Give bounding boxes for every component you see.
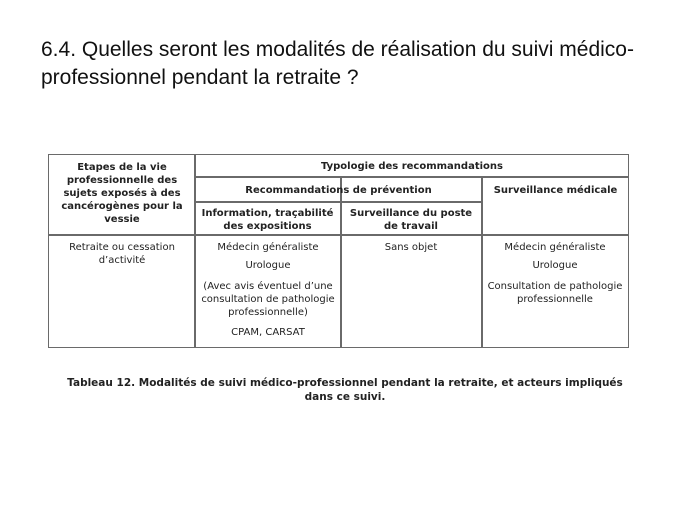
table-divider: [481, 177, 483, 347]
medical-surveillance-cell: [485, 241, 625, 311]
table-divider: [194, 176, 628, 178]
recommendations-table: [48, 154, 629, 348]
typology-header: Typologie des recommandations: [321, 161, 503, 172]
information-header: Information, traçabilité des expositions: [201, 208, 334, 232]
stage-cell: Retraite ou cessation d’activité: [69, 242, 175, 266]
table-divider: [340, 177, 342, 347]
table-divider: [194, 201, 481, 203]
list-item: Urologue: [532, 260, 578, 271]
list-item: Médecin généraliste: [504, 242, 606, 253]
prevention-header: Recommandations de prévention: [245, 185, 432, 196]
table-divider: [49, 234, 628, 236]
medical-surveillance-header: Surveillance médicale: [493, 185, 618, 196]
list-item: Consultation de pathologie professionnelle: [487, 281, 623, 305]
slide-title: 6.4. Quelles seront les modalités de réalisation du suivi médico-professionnel pendant la retraite ?: [41, 38, 634, 89]
table-caption: Tableau 12. Modalités de suivi médico-professionnel pendant la retraite, et acteurs impliqués dans ce suivi.: [67, 377, 623, 403]
workstation-surveillance-header: Surveillance du poste de travail: [349, 208, 473, 232]
list-item: Médecin généraliste: [217, 242, 319, 253]
stage-column-header: Etapes de la vie professionnelle des sujets exposés à des cancérogènes pour la vessie: [61, 162, 183, 225]
workstation-cell: Sans objet: [384, 242, 438, 253]
information-cell: [199, 241, 337, 344]
list-item: CPAM, CARSAT: [231, 327, 305, 338]
list-item: Urologue: [245, 260, 291, 271]
list-item: (Avec avis éventuel d’une consultation de pathologie professionnelle): [201, 281, 335, 318]
